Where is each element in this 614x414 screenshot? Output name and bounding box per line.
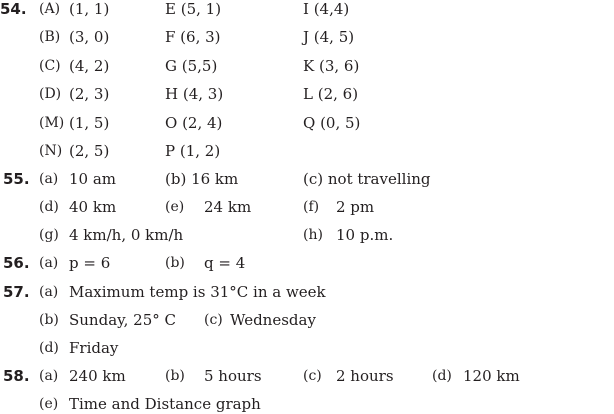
answer-value: (4, 2) [69, 57, 110, 75]
answer-label: (b) [165, 368, 185, 384]
answer-label: (e) [165, 199, 185, 215]
answer-value: 5 hours [204, 367, 262, 385]
answer-label: (M) [39, 115, 65, 131]
answer-label: (a) [39, 284, 59, 300]
answer-label: (g) [39, 227, 59, 243]
question-number-57: 57. [3, 283, 30, 301]
answer-value: (2, 3) [69, 85, 110, 103]
answer-value: 120 km [463, 367, 520, 385]
answer-label: (d) [432, 368, 452, 384]
question-number-55: 55. [3, 170, 30, 188]
answer-value: O (2, 4) [165, 114, 223, 132]
answer-value: p = 6 [69, 254, 111, 272]
answer-value: (3, 0) [69, 28, 110, 46]
question-number-58: 58. [3, 367, 30, 385]
answer-value: q = 4 [204, 254, 246, 272]
answer-value: Maximum temp is 31°C in a week [69, 283, 326, 301]
answer-label: (C) [39, 58, 61, 74]
answer-value: (1, 5) [69, 114, 110, 132]
answer-value: Q (0, 5) [303, 114, 361, 132]
question-number-56: 56. [3, 254, 30, 272]
answer-value: 2 pm [336, 198, 375, 216]
answer-label: (D) [39, 86, 62, 102]
answer-value: Friday [69, 339, 119, 357]
answer-value: Time and Distance graph [69, 395, 261, 413]
answer-label: (B) [39, 29, 61, 45]
answer-label: (A) [39, 1, 61, 17]
answer-value: (2, 5) [69, 142, 110, 160]
answer-label: (b) [39, 312, 59, 328]
answer-value: J (4, 5) [303, 28, 355, 46]
answer-value: H (4, 3) [165, 85, 224, 103]
answer-value: 10 p.m. [336, 226, 394, 244]
answer-label: (e) [39, 396, 59, 412]
answer-value: K (3, 6) [303, 57, 360, 75]
answer-label: (d) [39, 340, 59, 356]
answer-value: 4 km/h, 0 km/h [69, 226, 184, 244]
answer-value: (1, 1) [69, 0, 110, 18]
answer-label: (N) [39, 143, 63, 159]
answer-label: (a) [39, 368, 59, 384]
answer-label: (h) [303, 227, 323, 243]
answer-label: (d) [39, 199, 59, 215]
answer-value: (b) 16 km [165, 170, 239, 188]
answer-label: (a) [39, 171, 59, 187]
answer-value: Sunday, 25° C [69, 311, 176, 329]
answer-value: P (1, 2) [165, 142, 221, 160]
answer-label: (c) [303, 368, 322, 384]
answer-value: 2 hours [336, 367, 394, 385]
answer-value: F (6, 3) [165, 28, 221, 46]
answer-value: 40 km [69, 198, 117, 216]
answer-value: E (5, 1) [165, 0, 222, 18]
answer-value: (c) not travelling [303, 170, 431, 188]
answer-value: Wednesday [230, 311, 316, 329]
answer-label: (f) [303, 199, 320, 215]
answer-label: (c) [204, 312, 223, 328]
answer-value: L (2, 6) [303, 85, 359, 103]
answer-value: G (5,5) [165, 57, 218, 75]
answer-value: 10 am [69, 170, 117, 188]
answer-value: 240 km [69, 367, 126, 385]
answer-value: I (4,4) [303, 0, 350, 18]
answer-label: (b) [165, 255, 185, 271]
question-number-54: 54. [0, 0, 27, 18]
answer-value: 24 km [204, 198, 252, 216]
answer-label: (a) [39, 255, 59, 271]
